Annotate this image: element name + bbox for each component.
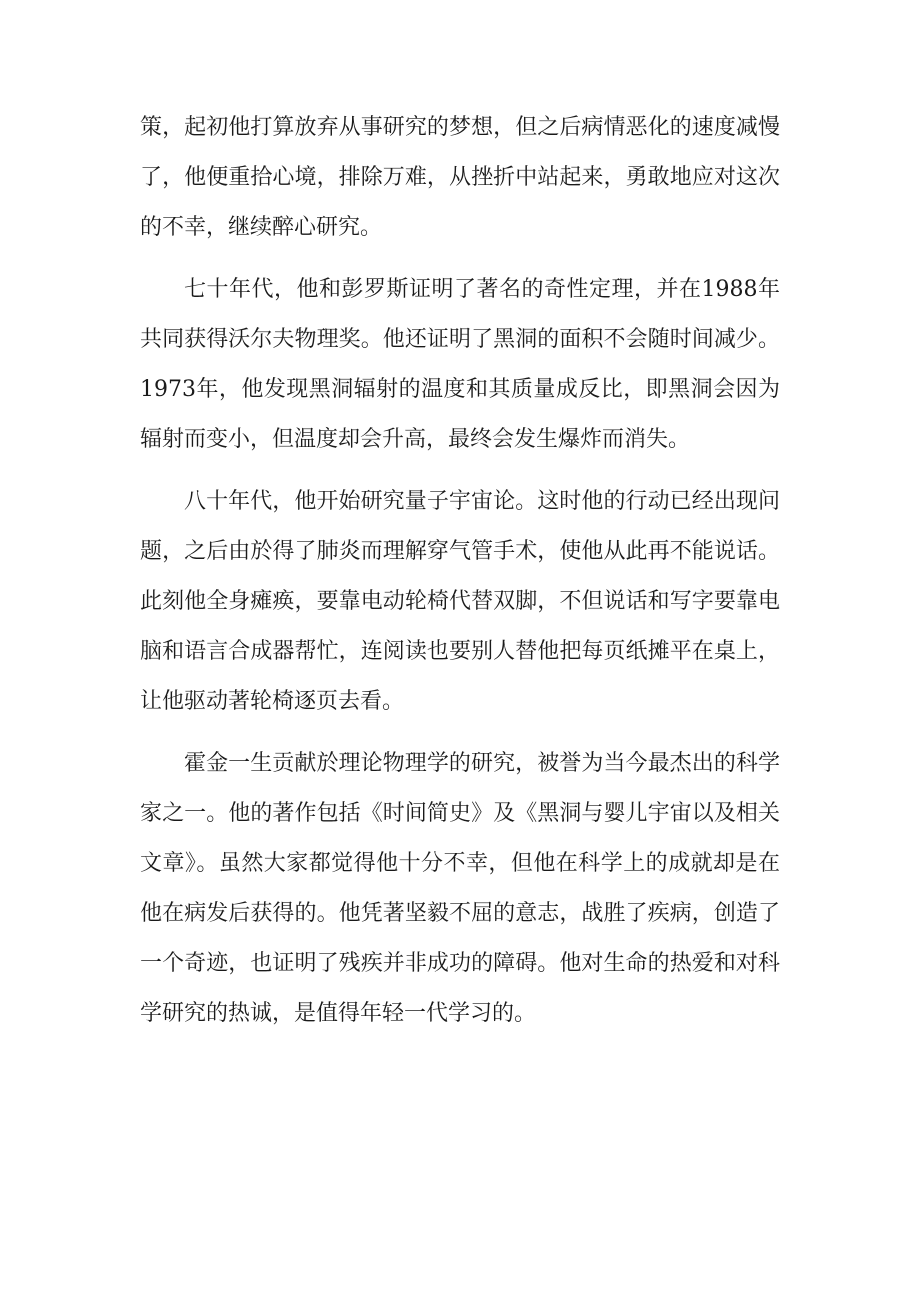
paragraph-4: 霍金一生贡献於理论物理学的研究，被誉为当今最杰出的科学家之一。他的著作包括《时间简史》及《黑洞与婴儿宇宙以及相关文章》。虽然大家都觉得他十分不幸，但他在科学上的成就却是在他在病发后获得的。他凭著坚毅不屈的意志，战胜了疾病，创造了一个奇迹，也证明了残疾并非成功的障碍。他对生命的热爱和对科学研究的热诚，是值得年轻一代学习的。 <box>140 751 780 1026</box>
paragraph-2: 七十年代，他和彭罗斯证明了著名的奇性定理，并在1988年共同获得沃尔夫物理奖。他还证明了黑洞的面积不会随时间减少。1973年，他发现黑洞辐射的温度和其质量成反比，即黑洞会因为辐射而变小，但温度却会升高，最终会发生爆炸而消失。 <box>140 277 780 452</box>
document-body <box>140 103 780 1051</box>
paragraph-1: 策，起初他打算放弃从事研究的梦想，但之后病情恶化的速度减慢了，他便重拾心境，排除万难，从挫折中站起来，勇敢地应对这次的不幸，继续醉心研究。 <box>140 115 780 240</box>
paragraph-3: 八十年代，他开始研究量子宇宙论。这时他的行动已经出现问题，之后由於得了肺炎而理解穿气管手术，使他从此再不能说话。此刻他全身瘫痪，要靠电动轮椅代替双脚，不但说话和写字要靠电脑和语言合成器帮忙，连阅读也要别人替他把每页纸摊平在桌上，让他驱动著轮椅逐页去看。 <box>140 489 780 714</box>
